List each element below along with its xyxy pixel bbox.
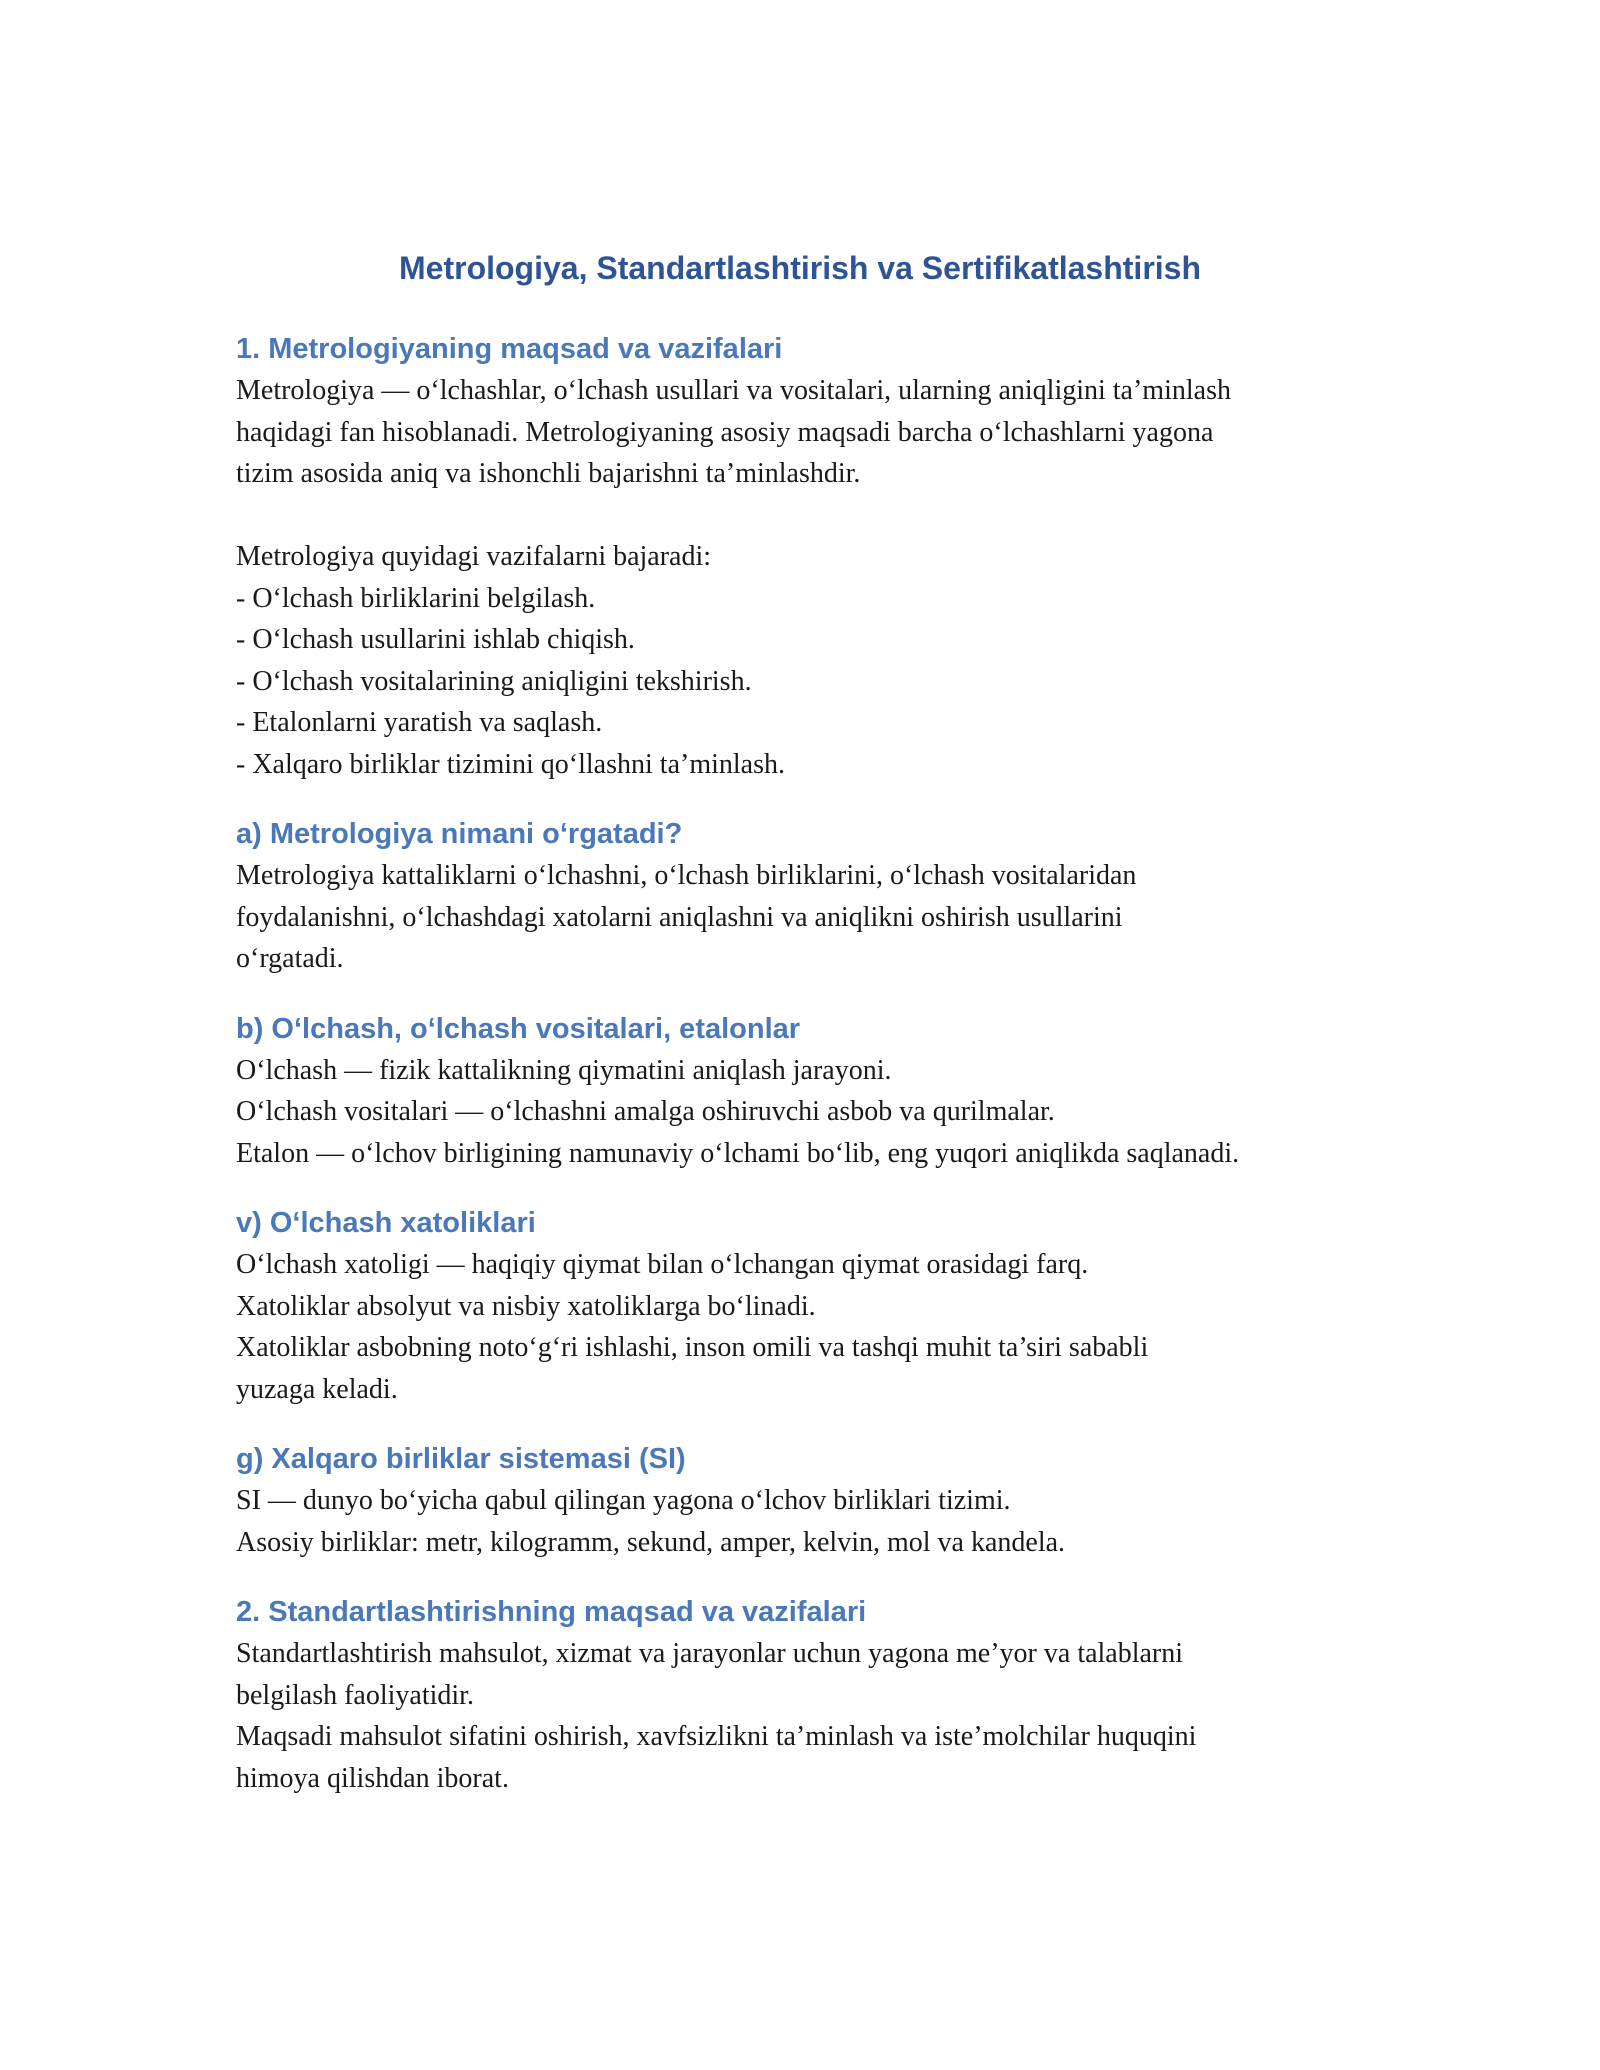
- section-g-line-1: SI — dunyo bo‘yicha qabul qilingan yagona o‘lchov birliklari tizimi.: [236, 1485, 1011, 1516]
- section-a-line-3: o‘rgatadi.: [236, 943, 344, 974]
- list-item: - Xalqaro birliklar tizimini qo‘llashni ta’minlash.: [236, 748, 785, 780]
- section-a-heading: a) Metrologiya nimani o‘rgatadi?: [236, 818, 683, 850]
- paragraph-gap: [236, 495, 1386, 537]
- section-1-line-2: haqidagi fan hisoblanadi. Metrologiyaning asosiy maqsadi barcha o‘lchashlarni yagona: [236, 416, 1214, 448]
- section-a-line-1: Metrologiya kattaliklarni o‘lchashni, o‘lchash birliklarini, o‘lchash vositalaridan: [236, 860, 1137, 891]
- list-item: - O‘lchash vositalarining aniqligini tekshirish.: [236, 665, 752, 697]
- section-b-line-1: O‘lchash — fizik kattalikning qiymatini aniqlash jarayoni.: [236, 1054, 892, 1086]
- section-gap: [236, 1174, 1386, 1202]
- section-b-heading: b) O‘lchash, o‘lchash vositalari, etalonlar: [236, 1012, 801, 1045]
- section-b-line-2: O‘lchash vositalari — o‘lchashni amalga oshiruvchi asbob va qurilmalar.: [236, 1096, 1055, 1127]
- section-v-line-4: yuzaga keladi.: [236, 1373, 398, 1405]
- section-v-line-2: Xatoliklar absolyut va nisbiy xatoliklarga bo‘linadi.: [236, 1290, 816, 1322]
- section-gap: [236, 980, 1386, 1008]
- section-v-line-3: Xatoliklar asbobning noto‘g‘ri ishlashi, inson omili va tashqi muhit ta’siri sababli: [236, 1332, 1149, 1363]
- section-v-heading: v) O‘lchash xatoliklari: [236, 1207, 536, 1239]
- section-1-line-3: tizim asosida aniq va ishonchli bajarishni ta’minlashdir.: [236, 458, 861, 489]
- section-g-heading: g) Xalqaro birliklar sistemasi (SI): [236, 1443, 686, 1475]
- section-2-heading: 2. Standartlashtirishning maqsad va vazifalari: [236, 1596, 867, 1628]
- section-1-heading: 1. Metrologiyaning maqsad va vazifalari: [236, 333, 783, 365]
- section-2-line-4: himoya qilishdan iborat.: [236, 1762, 509, 1794]
- section-2-line-3: Maqsadi mahsulot sifatini oshirish, xavfsizlikni ta’minlash va iste’molchilar huquqini: [236, 1721, 1197, 1752]
- section-2-line-1: Standartlashtirish mahsulot, xizmat va jarayonlar uchun yagona me’yor va talablarni: [236, 1638, 1184, 1669]
- section-gap: [236, 785, 1386, 813]
- document-title: Metrologiya, Standartlashtirish va Sertifikatlashtirish: [399, 250, 1201, 286]
- section-gap: [236, 1563, 1386, 1591]
- section-1-list-intro: Metrologiya quyidagi vazifalarni bajaradi:: [236, 541, 712, 572]
- document-body: [236, 328, 1386, 1799]
- section-2-line-2: belgilash faoliyatidir.: [236, 1679, 474, 1711]
- section-1-line-1: Metrologiya — o‘lchashlar, o‘lchash usullari va vositalari, ularning aniqligini ta’minlash: [236, 375, 1231, 406]
- section-b-line-3: Etalon — o‘lchov birligining namunaviy o‘lchami bo‘lib, eng yuqori aniqlikda saqlanadi.: [236, 1137, 1240, 1169]
- section-gap: [236, 1410, 1386, 1438]
- section-g-line-2: Asosiy birliklar: metr, kilogramm, sekund, amper, kelvin, mol va kandela.: [236, 1526, 1066, 1558]
- list-item: - O‘lchash usullarini ishlab chiqish.: [236, 624, 635, 655]
- section-v-line-1: O‘lchash xatoligi — haqiqiy qiymat bilan o‘lchangan qiymat orasidagi farq.: [236, 1249, 1089, 1280]
- list-item: - O‘lchash birliklarini belgilash.: [236, 582, 596, 614]
- list-item: - Etalonlarni yaratish va saqlash.: [236, 707, 603, 738]
- section-a-line-2: foydalanishni, o‘lchashdagi xatolarni aniqlashni va aniqlikni oshirish usullarini: [236, 901, 1123, 933]
